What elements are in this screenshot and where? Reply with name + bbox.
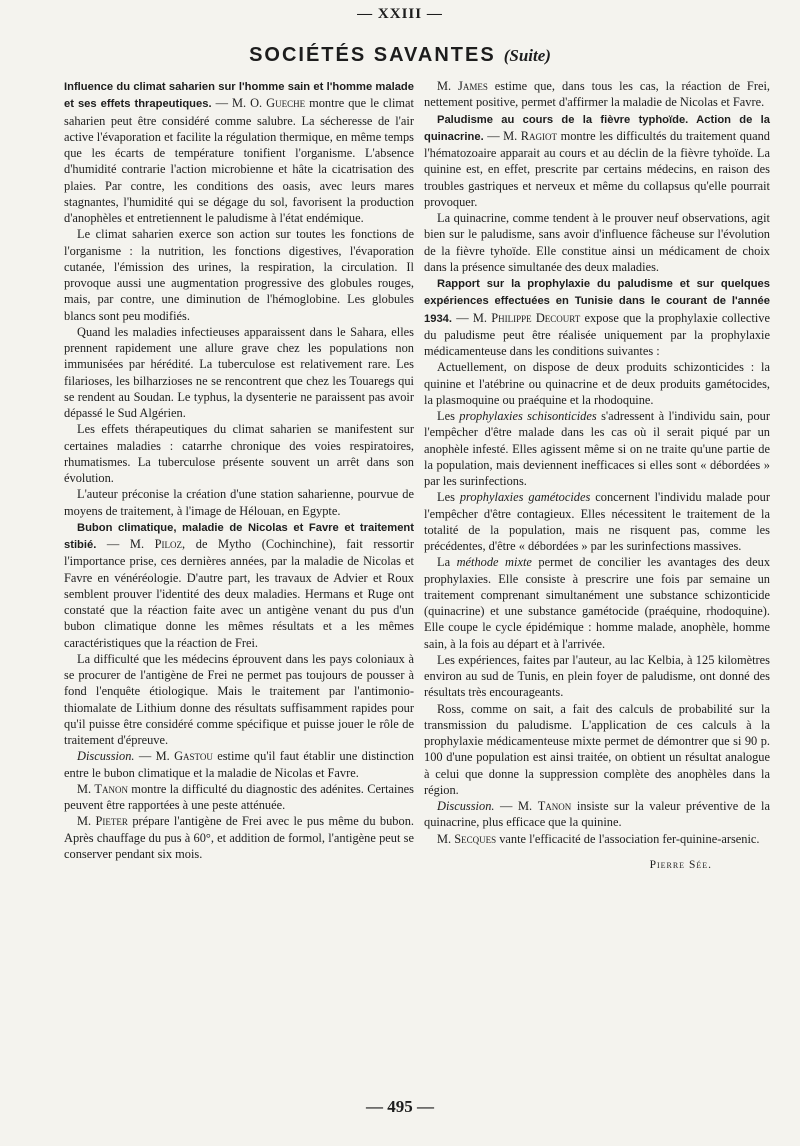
discussion-paragraph: Discussion. — M. Tanon insiste sur la valeur préventive de la quinacrine, plus efficace que la quinine. bbox=[424, 799, 770, 830]
paragraph: La méthode mixte permet de concilier les avantages des deux prophylaxies. Elle consiste à prescrire une fois par semaine un traitement comprenant simultanément une substance schizonticide (quinacrine) et une substance gamétocide (praéquine, rhodoquine). Elle coupe le cycle épidémique : homme malade, anophèle, homme sain, à la fois au départ et à l'arrivée. bbox=[424, 555, 771, 651]
paragraph: Ross, comme on sait, a fait des calculs de probabilité sur la transmission du paludisme. L'application de ces calculs à la prophylaxie médicamenteuse mixte permet de démontrer que si 90 p. 100 d'une population est ainsi traitée, on obtient un résultat analogue à celui que donne la suppression complète des anophèles dans la région. bbox=[424, 701, 770, 797]
discussion-label: Discussion. bbox=[77, 749, 135, 764]
paragraph: Les expériences, faites par l'auteur, au lac Kelbia, à 125 kilomètres environ au sud de Tunis, en plein foyer de paludisme, ont donné des résultats très encourageants. bbox=[424, 652, 770, 700]
author-name: O. Gueche bbox=[250, 96, 306, 111]
page-title bbox=[0, 44, 800, 67]
author-name: Philippe Decourt bbox=[491, 310, 581, 325]
paragraph: La quinacrine, comme tendent à le prouver neuf observations, agit bien sur le paludisme, sans avoir d'influence fâcheuse sur l'évolution de la fièvre tyhoïde. Elle constitue ainsi un médicament de choix dans la présence simultanée des deux maladies. bbox=[424, 211, 770, 274]
author-name: Gastou bbox=[174, 749, 213, 764]
paragraph: M. Secques vante l'efficacité de l'association fer-quinine-arsenic. bbox=[437, 831, 760, 846]
author-name: Tanon bbox=[537, 799, 572, 813]
paragraph: Les prophylaxies schisonticides s'adressent à l'individu sain, pour l'empêcher d'être malade dans les cas où il serait piqué par un anophèle infesté. Elles agissent même si on ne traite qu'une partie de la population, mais deviennent inefficaces si elles sont « débordées » par les surinfections. bbox=[424, 409, 770, 488]
article-prophylaxie-paludisme: Rapport sur la prophylaxie du paludisme et sur quelques expériences effectuées en Tunisie dans le courant de l'année 1934. — M. Philippe Decourt expose que la prophylaxie collective du paludisme peut être réalisée uniquement par la prophylaxie médicamenteuse dans les conditions suivantes : bbox=[424, 278, 770, 358]
paragraph: Le climat saharien exerce son action sur toutes les fonctions de l'organisme : la nutrition, les fonctions digestives, l'évaporation cutanée, l'émission des urines, la respiration, la circulation. Il provoque aussi une augmentation progressive des globules rouges, mais, par contre, une diminution de l'hémoglobine. Les globules blancs sont peu modifiés. bbox=[64, 227, 414, 323]
paragraph: M. Pieter prépare l'antigène de Frei avec le pus même du bubon. Après chauffage du pus à 60°, et addition de formol, l'antigène peut se conserver pendant six mois. bbox=[64, 814, 414, 861]
title-text: SOCIÉTÉS SAVANTES bbox=[249, 44, 496, 66]
paragraph: M. James estime que, dans tous les cas, la réaction de Frei, nettement positive, permet d'affirmer la maladie de Nicolas et Favre. bbox=[424, 79, 770, 110]
article-heading: Bubon climatique, maladie de Nicolas et Favre et traitement stibié. bbox=[64, 521, 414, 551]
title-suffix: (Suite) bbox=[503, 46, 551, 65]
author-name: James bbox=[458, 79, 488, 93]
article-heading: Paludisme au cours de la fièvre typhoïde. Action de la quinacrine. bbox=[424, 113, 770, 143]
article-heading: Rapport sur la prophylaxie du paludisme et sur quelques expériences effectuées en Tunisie dans le courant de l'année 1934. bbox=[424, 278, 770, 325]
paragraph: L'auteur préconise la création d'une station saharienne, pourvue de moyens de traitement, à l'image de Hélouan, en Egypte. bbox=[64, 487, 414, 518]
emphasis: prophylaxies gamétocides bbox=[459, 490, 591, 505]
author-name: Secques bbox=[454, 831, 497, 846]
paragraph: Les effets thérapeutiques du climat saharien se manifestent sur certaines maladies : catarrhe chronique des voies respiratoires, rhumatismes. La tuberculose présente souvent un arrêt dans son évolution. bbox=[64, 422, 414, 485]
emphasis: prophylaxies schisonticides bbox=[459, 409, 597, 423]
discussion-label: Discussion. bbox=[437, 799, 495, 813]
signature: Pierre Sée. bbox=[649, 858, 712, 871]
paragraph: La difficulté que les médecins éprouvent dans les pays coloniaux à se procurer de l'antigène de Frei ne permet pas toujours de pousser à fond l'enquête étiologique. Mais le traitement par l'antimonio-thiomalate de Lithium donne des résultats suffisamment rapides pour qu'il puisse être considéré comme spécifique et puisse jouer le rôle de traitement d'épreuve. bbox=[64, 651, 414, 747]
article-heading: Influence du climat saharien sur l'homme sain et l'homme malade et ses effets thrapeutiques. bbox=[64, 81, 414, 111]
paragraph: Quand les maladies infectieuses apparaissent dans le Sahara, elles prennent rapidement une allure grave chez les populations non immunisées par hérédité. La tuberculose est relativement rare. Les filarioses, les bilharzioses ne se rencontrent que chez les Touaregs qui se rendent au Soudan. Le typhus, la dysenterie ne paraissent pas avoir dépassé le Sud Algérien. bbox=[64, 324, 414, 420]
paragraph: Actuellement, on dispose de deux produits schizonticides : la quinine et l'atébrine ou quinacrine et de deux produits gamétocides, la plasmoquine ou praéquine et la rhodoquine. bbox=[424, 360, 770, 407]
article-bubon-climatique: Bubon climatique, maladie de Nicolas et Favre et traitement stibié. — M. Piloz, de Mytho (Cochinchine), fait ressortir l'importance prise, ces dernières années, par la maladie de Nicolas et Favre en vénéréologie. D'autre part, les travaux de Advier et Roux semblent prouver l'identité des deux maladies. Hermans et Ruge ont constaté que la réaction faite avec un antigène venant du pus d'un bubon climatique donne les mêmes résultats et a les mêmes caractéristiques que la réaction de Frei. bbox=[64, 521, 414, 650]
paragraph: M. Tanon montre la difficulté du diagnostic des adénites. Certaines peuvent être rapportées à une peste atténuée. bbox=[64, 781, 414, 812]
paragraph: Les prophylaxies gamétocides concernent l'individu malade pour l'empêcher d'être contagieux. Elles nécessitent le traitement de la totalité de la population, mais ne risquent pas, comme les précédentes, d'être « débordées » par les surinfections massives. bbox=[424, 490, 770, 553]
author-name: Tanon bbox=[94, 781, 128, 796]
emphasis: méthode mixte bbox=[456, 555, 532, 570]
left-column bbox=[64, 78, 414, 862]
discussion-paragraph: Discussion. — M. Gastou estime qu'il faut établir une distinction entre le bubon climatique et la maladie de Nicolas et Favre. bbox=[64, 749, 414, 780]
right-column bbox=[424, 78, 770, 873]
author-name: Pieter bbox=[95, 814, 128, 829]
section-roman-numeral: — XXIII — bbox=[357, 6, 443, 22]
article-climat-saharien: Influence du climat saharien sur l'homme sain et l'homme malade et ses effets thrapeutiques. — M. O. Gueche montre que le climat saharien peut être considéré comme salubre. La sécheresse de l'air active l'évaporation et facilite la régulation thermique, en même temps que les écarts de température tonifient l'organisme. L'absence d'humidité contrarie l'action microbienne et hâte la cicatrisation des plaies. Par contre, les conditions des oasis, avec leurs mares stagnantes, l'humidité qui se dégage du sol, favorisent la production d'anophèles et entretiennent le paludisme à l'état endémique. bbox=[64, 81, 414, 225]
article-paludisme-typhoide: Paludisme au cours de la fièvre typhoïde. Action de la quinacrine. — M. Ragiot montre les difficultés du traitement quand l'hématozoaire apparait au cours et au déclin de la fièvre tyhoïde. La quinine est, en effet, prescrite par certains médecins, en raison des troubles gastriques et nerveux et même du collapsus qu'elle pourrait provoquer. bbox=[424, 113, 770, 209]
page-number: — 495 — bbox=[366, 1097, 434, 1116]
author-name: Ragiot bbox=[520, 128, 558, 143]
author-name: Piloz bbox=[154, 537, 183, 551]
